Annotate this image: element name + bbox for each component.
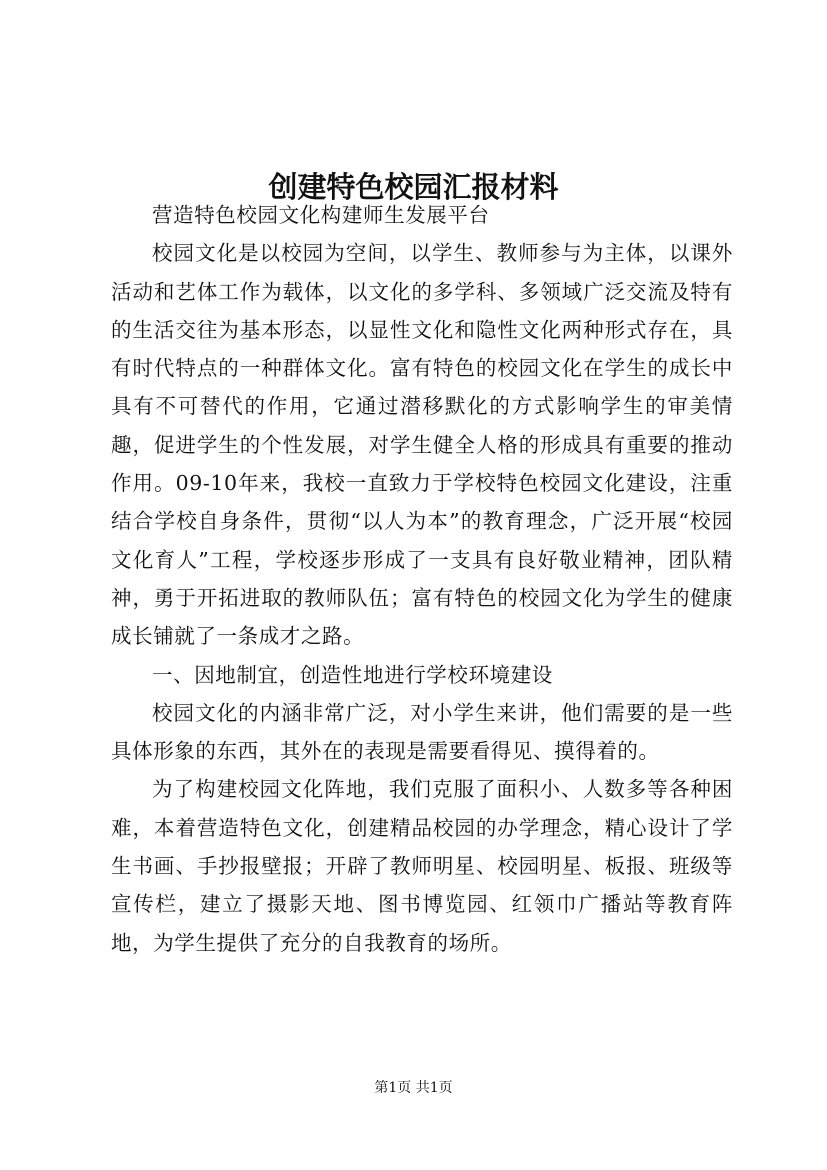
paragraph-subtitle: 营造特色校园文化构建师生发展平台 [152, 203, 490, 227]
paragraph-culture: 校园文化的内涵非常广泛，对小学生来讲，他们需要的是一些具体形象的东西，其外在的表现是需要看得见、摸得着的。 [111, 700, 733, 764]
document-title: 创建特色校园汇报材料 [268, 170, 559, 205]
paragraph-intro: 校园文化是以校园为空间，以学生、教师参与为主体，以课外活动和艺体工作为载体，以文化的多学科、多领域广泛交流及特有的生活交往为基本形态，以显性文化和隐性文化两种形式存在，具有时代特点的一种群体文化。富有特色的校园文化在学生的成长中具有不可替代的作用，它通过潜移默化的方式影响学生的审美情趣，促进学生的个性发展，对学生健全人格的形成具有重要的推动作用。09-10年来，我校一直致力于学校特色校园文化建设，注重结合学校自身条件，贯彻“以人为本”的教育理念，广泛开展“校园文化育人”工程，学校逐步形成了一支具有良好敬业精神，团队精神，勇于开拓进取的教师队伍；富有特色的校园文化为学生的健康成长铺就了一条成才之路。 [111, 241, 733, 649]
paragraph-section-heading: 一、因地制宜，创造性地进行学校环境建设 [152, 662, 553, 687]
paragraph-construction: 为了构建校园文化阵地，我们克服了面积小、人数多等各种困难，本着营造特色文化，创建精品校园的办学理念，精心设计了学生书画、手抄报壁报；开辟了教师明星、校园明星、板报、班级等宣传栏，建立了摄影天地、图书博览园、红领巾广播站等教育阵地，为学生提供了充分的自我教育的场所。 [111, 777, 733, 955]
page-footer: 第1页 共1页 [374, 1080, 453, 1096]
document-body [111, 196, 733, 962]
